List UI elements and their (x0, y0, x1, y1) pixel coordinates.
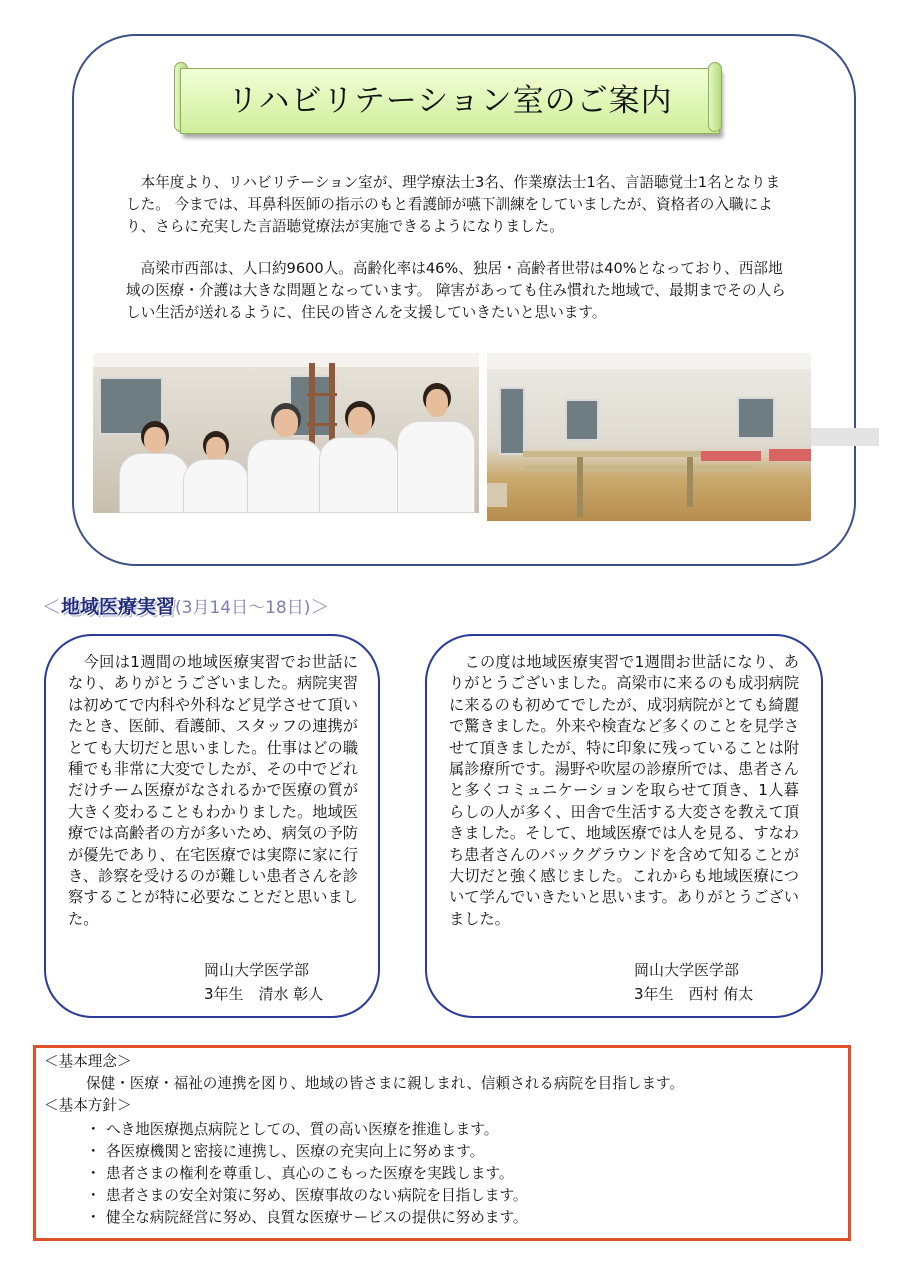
policy-heading: ＜基本方針＞ (44, 1097, 132, 1114)
philosophy-text: 保健・医療・福祉の連携を図り、地域の皆さまに親しまれ、信頼される病院を目指します。 (86, 1075, 685, 1092)
list-item (86, 1185, 527, 1207)
philosophy-heading: ＜基本理念＞ (44, 1053, 132, 1070)
policy-text: 健全な病院経営に努め、良質な医療サービスの提供に努めます。 (106, 1209, 528, 1226)
policy-text: 患者さまの権利を尊重し、真心のこもった医療を実践します。 (106, 1165, 514, 1182)
student-report-1-name: 3年生 清水 彰人 (204, 985, 324, 1003)
section-heading-community-training (42, 592, 329, 622)
policy-text: へき地医療拠点病院としての、質の高い医療を推進します。 (106, 1121, 499, 1138)
policy-text: 患者さまの安全対策に努め、医療事故のない病院を目指します。 (106, 1187, 528, 1204)
student-report-1-text: 今回は1週間の地域医療実習でお世話になり、ありがとうございました。病院実習は初めてで内科や外科など見学させて頂いたとき、医師、看護師、スタッフの連携がとても大切だと思いました。仕事はどの職種でも非常に大変でしたが、その中でどれだけチーム医療がなされるかで医療の質が大きく変わることもわかりました。地域医療では高齢者の方が多いため、病気の予防が優先であり、在宅医療では実際に家に行き、診察を受けるのが難しい患者さんを診察することが特に必要なことだと思いました。 (68, 653, 358, 928)
rehab-paragraph-region: 高梁市西部は、人口約9600人。高齢化率は46%、独居・高齢者世帯は40%となっており、西部地域の医療・介護は大きな問題となっています。 障害があっても住み慣れた地域で、最期までその人らしい生活が送れるように、住民の皆さんを支援していきたいと思います。 (126, 260, 786, 321)
heading-close-bracket: ＞ (310, 596, 330, 618)
bullet-icon: ・ (86, 1209, 101, 1226)
student-report-2-name: 3年生 西村 侑太 (634, 985, 754, 1003)
section-title: 地域医療実習 (61, 596, 176, 618)
staff-photo (93, 353, 479, 513)
list-item (86, 1141, 527, 1163)
list-item (86, 1207, 527, 1229)
bullet-icon: ・ (86, 1187, 101, 1204)
student-report-1-school: 岡山大学医学部 (204, 961, 310, 979)
student-report-2-school: 岡山大学医学部 (634, 961, 740, 979)
bullet-icon: ・ (86, 1121, 101, 1138)
page-title: リハビリテーション室のご案内 (227, 83, 673, 119)
policy-text: 各医療機関と密接に連携し、医療の充実向上に努めます。 (106, 1143, 485, 1160)
heading-open-bracket: ＜ (42, 596, 62, 618)
bullet-icon: ・ (86, 1143, 101, 1160)
grey-strip (811, 428, 879, 446)
policy-list (86, 1119, 527, 1229)
list-item (86, 1119, 527, 1141)
list-item (86, 1163, 527, 1185)
student-report-2-text: この度は地域医療実習で1週間お世話になり、ありがとうございました。高梁市に来るのも成羽病院に来るのも初めてでしたが、成羽病院がとても綺麗で驚きました。外来や検査など多くのことを見学させて頂きましたが、特に印象に残っていることは附属診療所です。湯野や吹屋の診療所では、患者さんと多くコミュニケーションを取らせて頂き、1人暮らしの人が多く、田舎で生活する大変さを教えて頂きました。そして、地域医療では人を見る、すなわち患者さんのバックグラウンドを含めて知ることが大切だと強く感じました。これからも地域医療について学んでいきたいと思います。ありがとうございました。 (449, 653, 799, 928)
rehab-paragraph-staff: 本年度より、リハビリテーション室が、理学療法士3名、作業療法士1名、言語聴覚士1名となりました。 今までは、耳鼻科医師の指示のもと看護師が嚥下訓練をしていましたが、資格者の入職により、さらに充実した言語聴覚療法が実施できるようになりました。 (126, 174, 781, 235)
rehab-room-photo (487, 353, 811, 521)
bullet-icon: ・ (86, 1165, 101, 1182)
section-date: (3月14日～18日) (175, 598, 311, 618)
